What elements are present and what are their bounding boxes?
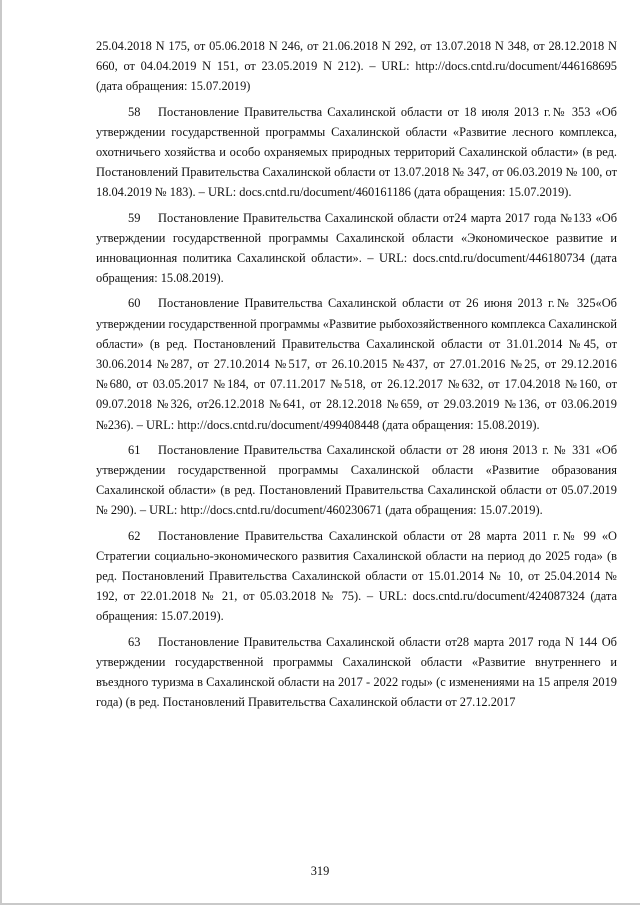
entry-text: Постановление Правительства Сахалинской области от28 марта 2017 года N 144 Об утверждении государственной программы Сахалинской области «Развитие внутреннего и въездного туризма в Сахалинской области на 2017 - 2022 годы» (с изменениями на 15 апреля 2019 года) (в ред. Постановлений Правительства Сахалинской области от 27.12.2017 <box>96 634 617 710</box>
entry-number: 63 <box>128 634 141 649</box>
entry-text: 25.04.2018 N 175, от 05.06.2018 N 246, от 21.06.2018 N 292, от 13.07.2018 N 348, от 28.12.2018 N 660, от 04.04.2019 N 151, от 23.05.2019 N 212). – URL: http://docs.cntd.ru/document/446168695 (дата обращения: 15.07.2019) <box>96 39 617 94</box>
entry-number: 61 <box>128 442 141 457</box>
reference-entry-61 <box>96 440 617 521</box>
entry-number: 59 <box>128 210 141 225</box>
entry-text: Постановление Правительства Сахалинской области от 26 июня 2013 г.№ 325«Об утверждении государственной программы «Развитие рыбохозяйственного комплекса Сахалинской области» (в ред. Постановлений Правительства Сахалинской области от 31.01.2014 №45, от 30.06.2014 №287, от 27.10.2014 №517, от 26.10.2015 №437, от 27.01.2016 №25, от 29.12.2016 №680, от 03.05.2017 №184, от 07.11.2017 №518, от 26.12.2017 №632, от 17.04.2018 №160, от 09.07.2018 №326, от26.12.2018 №641, от 28.12.2018 №659, от 29.03.2019 №136, от 03.06.2019 №236). – URL: http://docs.cntd.ru/document/499408448 (дата обращения: 15.08.2019). <box>96 296 617 432</box>
page-number: 319 <box>310 864 330 878</box>
reference-entry-continued <box>96 36 617 97</box>
entry-number: 62 <box>128 528 141 543</box>
entry-text: Постановление Правительства Сахалинской области от 28 июня 2013 г. № 331 «Об утверждении государственной программы Сахалинской области «Развитие образования Сахалинской области» (в ред. Постановлений Правительства Сахалинской области от 05.07.2019 № 290). – URL: http://docs.cntd.ru/document/460230671 (дата обращения: 15.07.2019). <box>96 442 617 518</box>
entry-number: 60 <box>128 296 141 311</box>
reference-entry-59 <box>96 208 617 289</box>
reference-entry-63 <box>96 632 617 713</box>
scan-edge-left <box>0 0 2 905</box>
entry-text: Постановление Правительства Сахалинской области от24 марта 2017 года №133 «Об утверждении государственной программы Сахалинской области «Экономическое развитие и инновационная политика Сахалинской области». – URL: docs.cntd.ru/document/446180734 (дата обращения: 15.08.2019). <box>96 210 617 286</box>
reference-entry-58 <box>96 102 617 203</box>
entry-text: Постановление Правительства Сахалинской области от 28 марта 2011 г.№ 99 «О Стратегии социально-экономического развития Сахалинской области на период до 2025 года» (в ред. Постановлений Правительства Сахалинской области от 15.01.2014 № 10, от 25.04.2014 № 192, от 22.01.2018 № 21, от 05.03.2018 № 75). – URL: docs.cntd.ru/document/424087324 (дата обращения: 15.07.2019). <box>96 528 617 624</box>
reference-entry-60 <box>96 293 617 434</box>
entry-number: 58 <box>128 104 141 119</box>
entry-text: Постановление Правительства Сахалинской области от 18 июля 2013 г.№ 353 «Об утверждении государственной программы Сахалинской области «Развитие лесного комплекса, охотничьего хозяйства и особо охраняемых природных территорий Сахалинской области» (в ред. Постановлений Правительства Сахалинской области от 13.07.2018 № 347, от 06.03.2019 № 100, от 18.04.2019 № 183). – URL: docs.cntd.ru/document/460161186 (дата обращения: 15.07.2019). <box>96 104 617 200</box>
document-page <box>96 36 617 713</box>
reference-entry-62 <box>96 526 617 627</box>
